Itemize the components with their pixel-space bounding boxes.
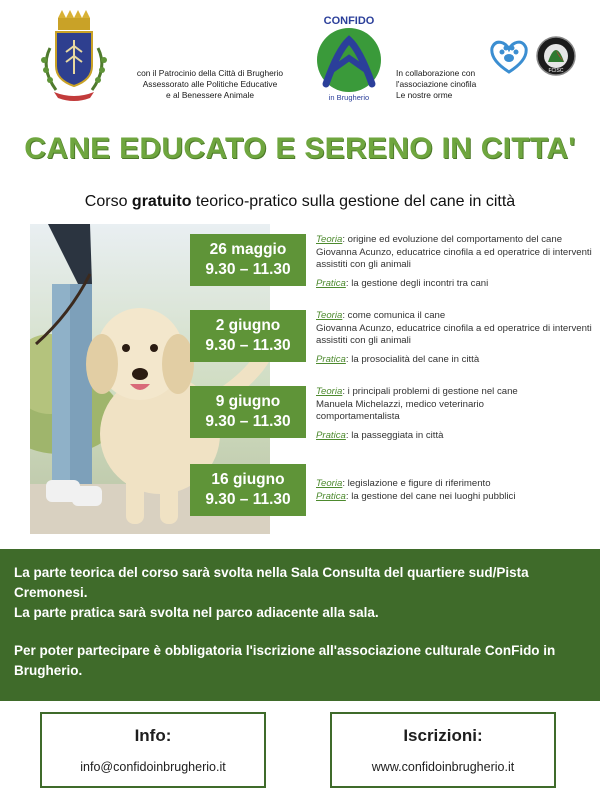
info-email-link[interactable]: info@confidoinbrugherio.it <box>80 760 226 774</box>
session-description: Teoria: origine ed evoluzione del comportamento del cane Giovanna Acunzo, educatrice cinofila a ed operatrice di interventi assistiti con gli animali Pratica: la gestione degli incontri tra cani <box>316 234 592 289</box>
session-description: Teoria: i principali problemi di gestione nel cane Manuela Michelazzi, medico veterinario comportamentalista Pratica: la passeggiata in città <box>316 386 518 441</box>
city-crest-icon <box>30 8 118 106</box>
paw-heart-logo-icon <box>486 34 532 76</box>
iscrizioni-box <box>330 712 556 788</box>
confido-logo-subtitle: in Brugherio <box>328 93 370 102</box>
confido-logo-icon <box>308 10 390 102</box>
confido-logo-title: CONFIDO <box>323 15 375 27</box>
date-box <box>190 234 306 286</box>
date-box <box>190 310 306 362</box>
session-description: Teoria: legislazione e figure di riferimento Pratica: la gestione del cane nei luoghi pubblici <box>316 478 516 502</box>
header <box>0 0 600 110</box>
info-line-iscrizione: Per poter partecipare è obbligatoria l'iscrizione all'associazione culturale ConFido in Brugherio. <box>14 643 556 678</box>
session-date: 2 giugno <box>215 317 281 334</box>
date-box <box>190 386 306 438</box>
session-date: 26 maggio <box>209 241 287 258</box>
fcisc-logo-icon <box>536 36 576 76</box>
fcisc-logo-text: FCISC <box>548 68 564 74</box>
session-time: 9.30 – 11.30 <box>205 261 291 278</box>
session-time: 9.30 – 11.30 <box>205 491 291 508</box>
patrocinio-text: con il Patrocinio della Città di Brugherio Assessorato alle Politiche Educative e al Benessere Animale <box>136 68 284 100</box>
iscrizioni-title: Iscrizioni: <box>403 726 483 745</box>
info-title: Info: <box>134 726 172 745</box>
info-line-pratica: La parte pratica sarà svolta nel parco adiacente alla sala. <box>14 605 379 620</box>
iscrizioni-website-link[interactable]: www.confidoinbrugherio.it <box>371 760 515 774</box>
session-time: 9.30 – 11.30 <box>205 413 291 430</box>
collaborazione-text: In collaborazione con l'associazione cinofila Le nostre orme <box>396 68 477 100</box>
session-date: 16 giugno <box>211 471 285 488</box>
session-description: Teoria: come comunica il cane Giovanna Acunzo, educatrice cinofila a ed operatrice di interventi assistiti con gli animali Pratica: la prosocialità del cane in città <box>316 310 592 365</box>
date-box <box>190 464 306 516</box>
info-line-teoria: La parte teorica del corso sarà svolta nella Sala Consulta del quartiere sud/Pista Cremonesi. <box>14 565 529 600</box>
subtitle: Corso gratuito teorico-pratico sulla gestione del cane in città <box>84 193 516 210</box>
session-time: 9.30 – 11.30 <box>205 337 291 354</box>
info-panel <box>0 549 600 701</box>
session-date: 9 giugno <box>215 393 281 410</box>
info-box <box>40 712 266 788</box>
page-title: CANE EDUCATO E SERENO IN CITTA' <box>24 132 576 165</box>
